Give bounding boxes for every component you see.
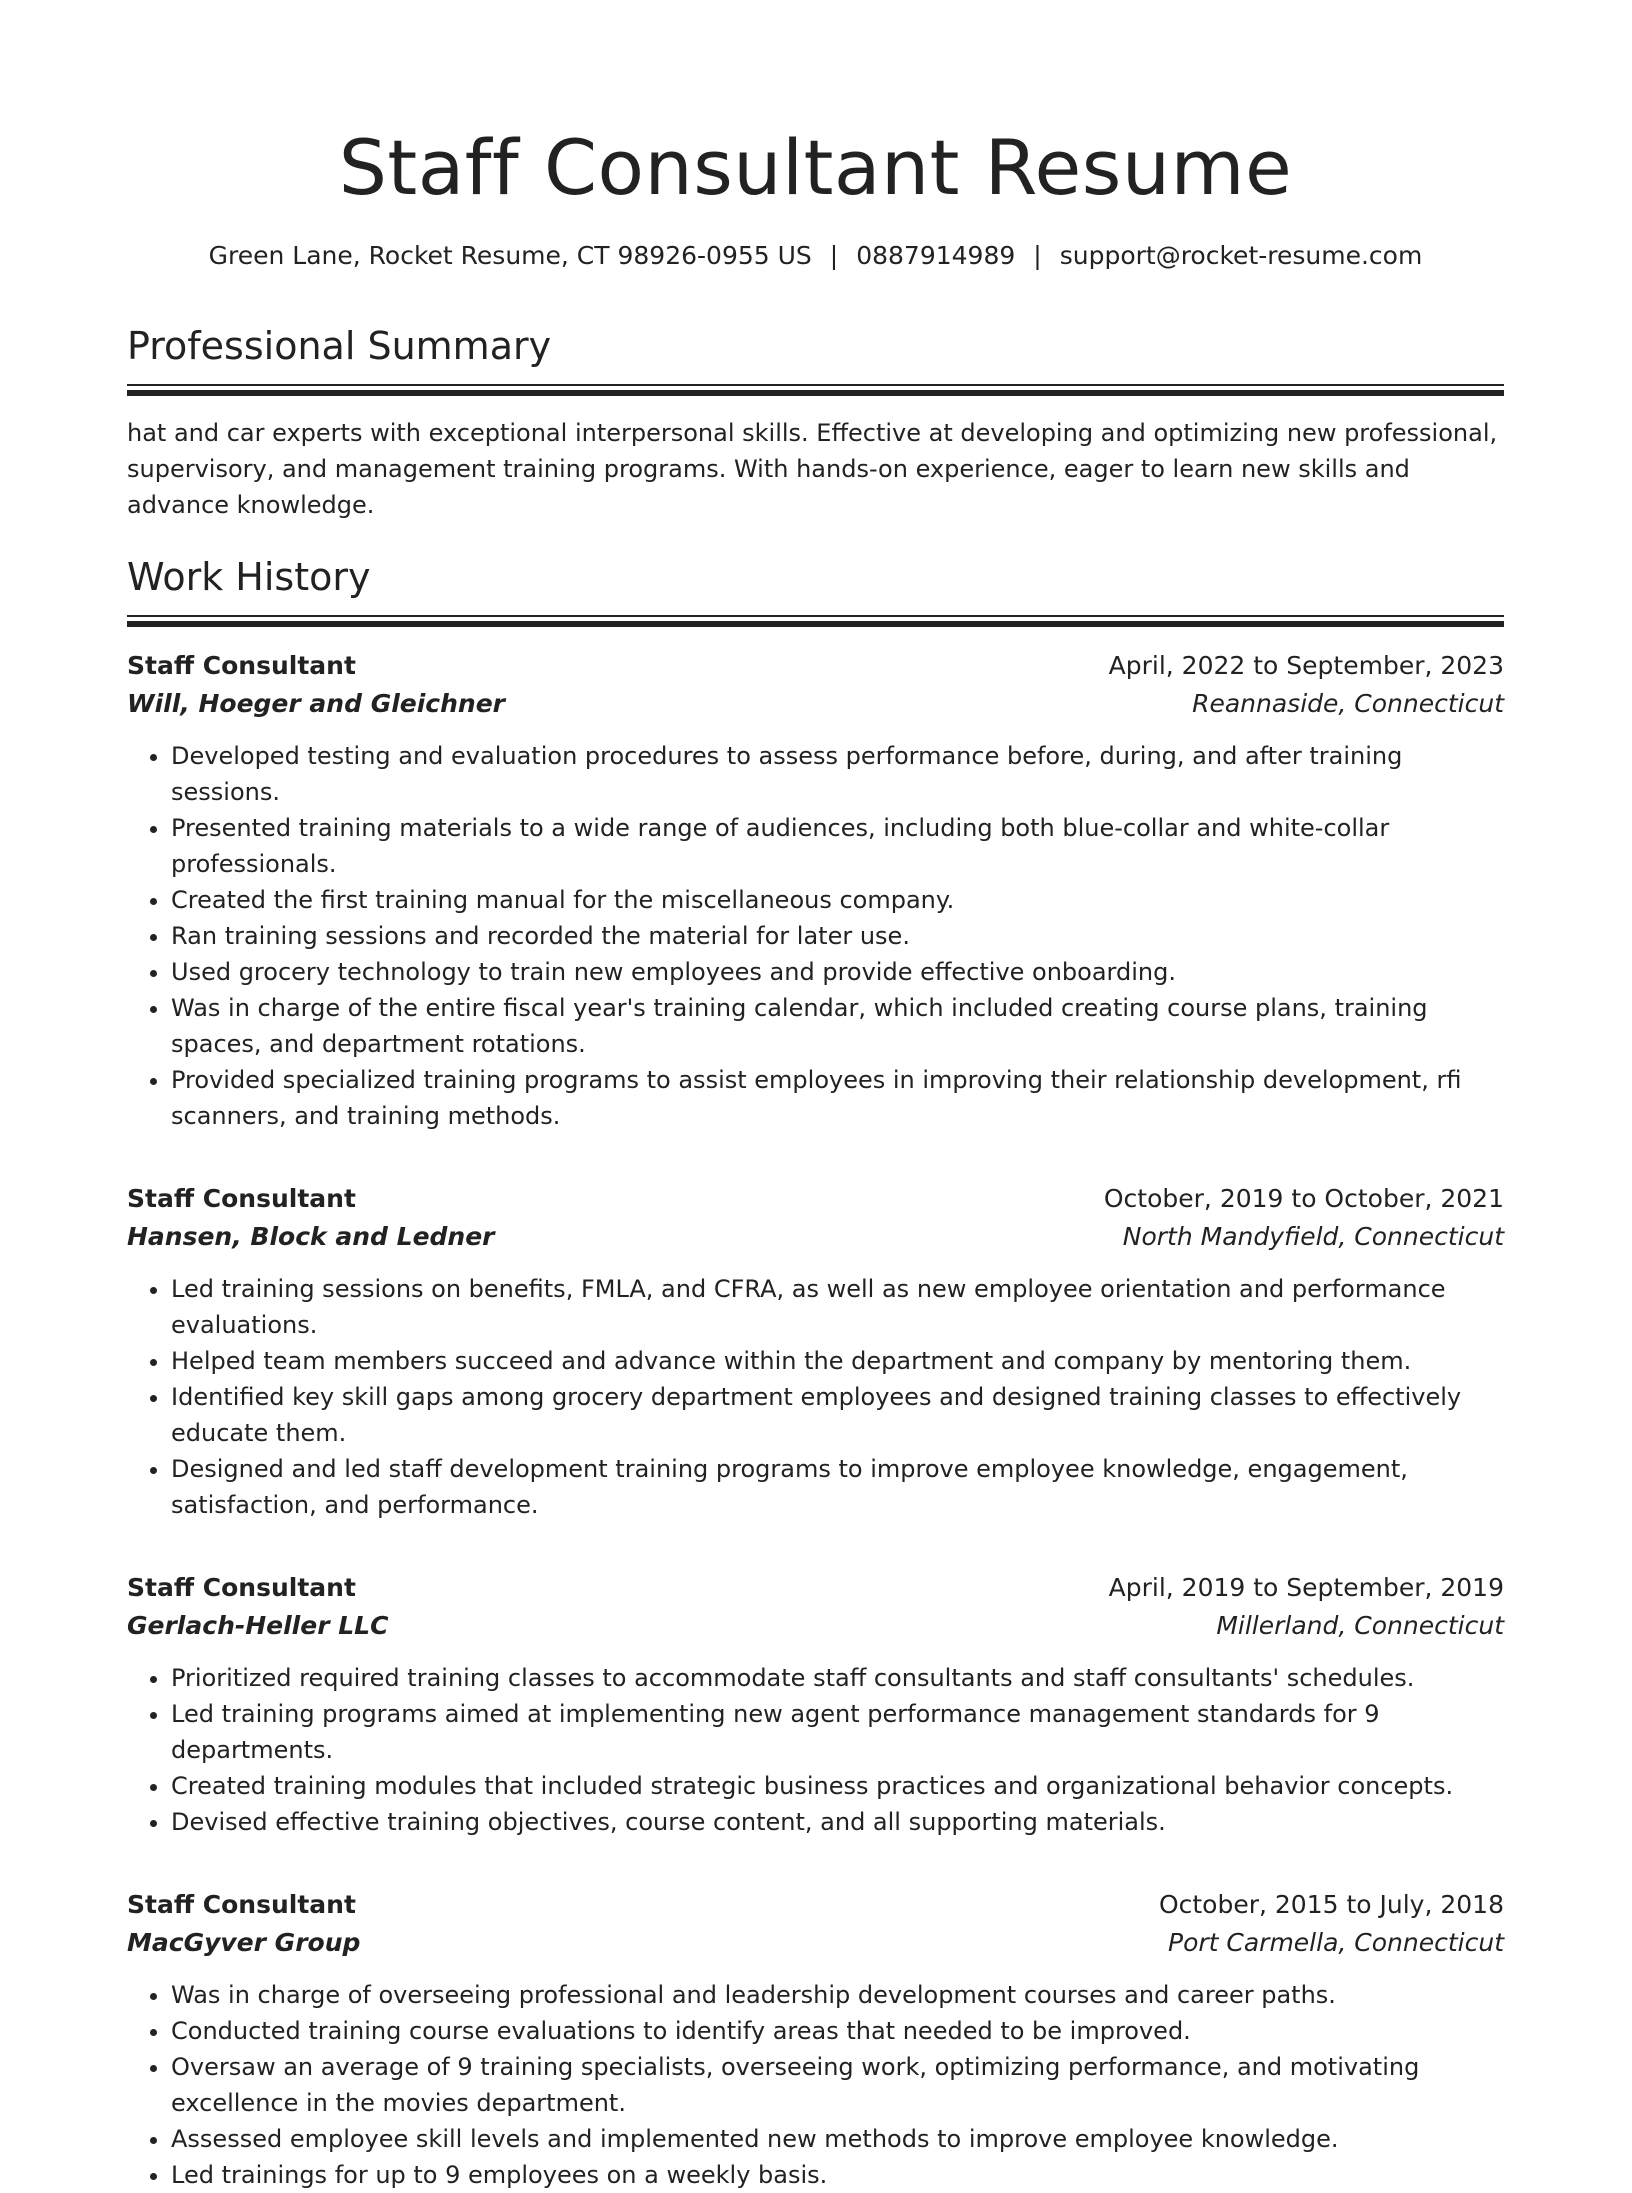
job-bullet: • Created training modules that included strategic business practices and organizational behavior concepts. <box>171 1768 1504 1804</box>
job-location: North Mandyfield, Connecticut <box>1122 1222 1504 1251</box>
job-header-row <box>127 647 1504 685</box>
job-bullet-list <box>127 738 1504 1134</box>
job-entry <box>127 1886 1504 2193</box>
contact-phone: 0887914989 <box>856 241 1016 270</box>
job-bullet: • Led training programs aimed at implementing new agent performance management standards for 9 departments. <box>171 1696 1504 1768</box>
work-history-section <box>127 552 1504 2193</box>
job-bullet: • Developed testing and evaluation procedures to assess performance before, during, and after training sessions. <box>171 738 1504 810</box>
job-bullet: • Ran training sessions and recorded the material for later use. <box>171 918 1504 954</box>
job-bullet: • Prioritized required training classes to accommodate staff consultants and staff consultants' schedules. <box>171 1660 1504 1696</box>
job-bullet: • Oversaw an average of 9 training specialists, overseeing work, optimizing performance, and motivating excellence in the movies department. <box>171 2049 1504 2121</box>
job-dates: April, 2022 to September, 2023 <box>1108 651 1504 680</box>
job-entry <box>127 1180 1504 1523</box>
job-bullet: • Designed and led staff development training programs to improve employee knowledge, engagement, satisfaction, and performance. <box>171 1451 1504 1523</box>
job-title: Staff Consultant <box>127 651 356 680</box>
job-list <box>127 647 1504 2193</box>
section-divider <box>127 384 1504 394</box>
contact-line <box>127 239 1504 273</box>
job-location: Reannaside, Connecticut <box>1192 689 1504 718</box>
job-employer-row <box>127 1924 1504 1962</box>
section-heading-summary: Professional Summary <box>127 324 552 368</box>
job-title: Staff Consultant <box>127 1573 356 1602</box>
job-bullet-list <box>127 1977 1504 2193</box>
job-bullet: • Used grocery technology to train new employees and provide effective onboarding. <box>171 954 1504 990</box>
job-dates: October, 2015 to July, 2018 <box>1158 1890 1504 1919</box>
professional-summary-section <box>127 321 1504 523</box>
job-bullet-list <box>127 1271 1504 1523</box>
job-header-row <box>127 1886 1504 1924</box>
job-dates: October, 2019 to October, 2021 <box>1103 1184 1504 1213</box>
job-dates: April, 2019 to September, 2019 <box>1108 1573 1504 1602</box>
job-bullet: • Provided specialized training programs to assist employees in improving their relationship development, rfi scanners, and training methods. <box>171 1062 1504 1134</box>
job-header-row <box>127 1569 1504 1607</box>
resume-content <box>127 118 1504 2193</box>
job-company: Gerlach-Heller LLC <box>127 1611 389 1640</box>
summary-text: hat and car experts with exceptional interpersonal skills. Effective at developing and optimizing new professional, supervisory, and management training programs. With hands-on experience, eager to learn new skills and advance knowledge. <box>127 419 1498 519</box>
job-bullet-list <box>127 1660 1504 1840</box>
job-entry <box>127 1569 1504 1840</box>
job-entry <box>127 647 1504 1134</box>
section-heading-work: Work History <box>127 555 371 599</box>
job-bullet: • Presented training materials to a wide range of audiences, including both blue-collar and white-collar professionals. <box>171 810 1504 882</box>
job-title: Staff Consultant <box>127 1184 356 1213</box>
job-bullet: • Helped team members succeed and advance within the department and company by mentoring them. <box>171 1343 1504 1379</box>
contact-separator: | <box>829 241 839 270</box>
job-bullet: • Created the first training manual for the miscellaneous company. <box>171 882 1504 918</box>
job-employer-row <box>127 685 1504 723</box>
resume-title: Staff Consultant Resume <box>338 123 1293 212</box>
job-employer-row <box>127 1218 1504 1256</box>
job-bullet: • Identified key skill gaps among grocery department employees and designed training classes to effectively educate them. <box>171 1379 1504 1451</box>
contact-email[interactable]: support@rocket-resume.com <box>1059 241 1423 270</box>
contact-separator: | <box>1033 241 1042 270</box>
job-header-row <box>127 1180 1504 1218</box>
job-employer-row <box>127 1607 1504 1645</box>
job-company: Will, Hoeger and Gleichner <box>127 689 506 718</box>
job-bullet: • Led trainings for up to 9 employees on a weekly basis. <box>171 2157 1504 2193</box>
job-bullet: • Assessed employee skill levels and implemented new methods to improve employee knowledge. <box>171 2121 1504 2157</box>
job-title: Staff Consultant <box>127 1890 356 1919</box>
job-bullet: • Led training sessions on benefits, FMLA, and CFRA, as well as new employee orientation and performance evaluations. <box>171 1271 1504 1343</box>
job-company: MacGyver Group <box>127 1928 361 1957</box>
job-bullet: • Conducted training course evaluations to identify areas that needed to be improved. <box>171 2013 1504 2049</box>
job-bullet: • Was in charge of the entire fiscal year's training calendar, which included creating course plans, training spaces, and department rotations. <box>171 990 1504 1062</box>
job-bullet: • Was in charge of overseeing professional and leadership development courses and career paths. <box>171 1977 1504 2013</box>
job-location: Port Carmella, Connecticut <box>1168 1928 1504 1957</box>
job-company: Hansen, Block and Ledner <box>127 1222 495 1251</box>
job-location: Millerland, Connecticut <box>1216 1611 1504 1640</box>
section-divider <box>127 615 1504 625</box>
job-bullet: • Devised effective training objectives, course content, and all supporting materials. <box>171 1804 1504 1840</box>
contact-address: Green Lane, Rocket Resume, CT 98926-0955 US <box>208 241 812 270</box>
